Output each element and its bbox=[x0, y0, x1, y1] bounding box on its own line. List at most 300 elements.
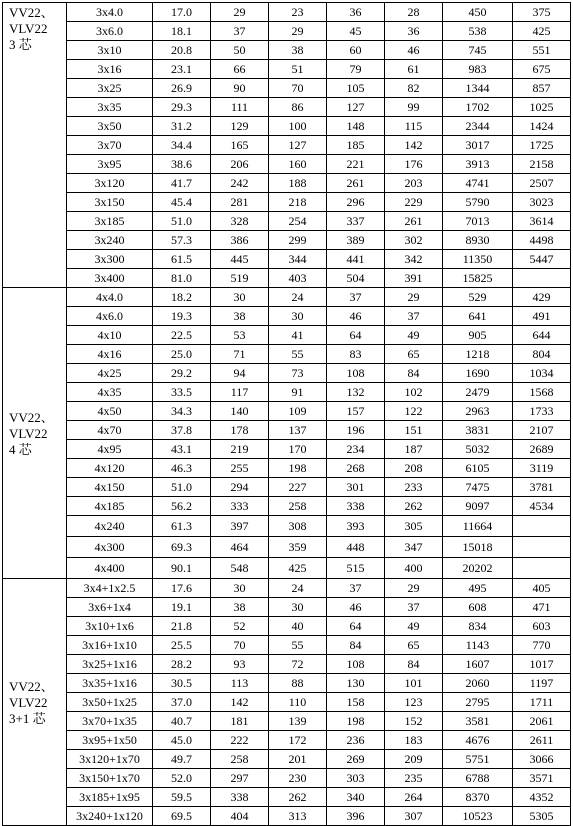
table-row bbox=[3, 459, 571, 478]
value-cell: 1725 bbox=[513, 136, 571, 155]
value-cell: 4498 bbox=[513, 231, 571, 250]
value-cell: 196 bbox=[327, 421, 385, 440]
group-label-line: VV22、 bbox=[9, 5, 54, 20]
value-cell: 69.5 bbox=[153, 807, 211, 826]
value-cell: 405 bbox=[513, 579, 571, 598]
group-label-line: VV22、 bbox=[9, 679, 54, 694]
value-cell: 641 bbox=[443, 307, 513, 326]
value-cell: 127 bbox=[327, 98, 385, 117]
value-cell: 61.5 bbox=[153, 250, 211, 269]
group-label-line: VLV22 bbox=[9, 21, 48, 36]
value-cell: 391 bbox=[385, 269, 443, 288]
value-cell: 37.8 bbox=[153, 421, 211, 440]
value-cell: 157 bbox=[327, 402, 385, 421]
table-row bbox=[3, 750, 571, 769]
value-cell: 49 bbox=[385, 326, 443, 345]
value-cell: 142 bbox=[385, 136, 443, 155]
value-cell: 52 bbox=[211, 617, 269, 636]
value-cell: 675 bbox=[513, 60, 571, 79]
value-cell: 2795 bbox=[443, 693, 513, 712]
value-cell: 397 bbox=[211, 516, 269, 537]
value-cell: 172 bbox=[269, 731, 327, 750]
value-cell: 745 bbox=[443, 41, 513, 60]
spec-cell: 3x400 bbox=[67, 269, 153, 288]
value-cell: 176 bbox=[385, 155, 443, 174]
value-cell: 84 bbox=[385, 655, 443, 674]
value-cell: 297 bbox=[211, 769, 269, 788]
value-cell: 302 bbox=[385, 231, 443, 250]
value-cell: 49 bbox=[385, 617, 443, 636]
value-cell: 170 bbox=[269, 440, 327, 459]
spec-cell: 3x185+1x95 bbox=[67, 788, 153, 807]
spec-cell: 3x16 bbox=[67, 60, 153, 79]
value-cell: 38 bbox=[211, 307, 269, 326]
value-cell: 9097 bbox=[443, 497, 513, 516]
value-cell: 429 bbox=[513, 288, 571, 307]
value-cell: 26.9 bbox=[153, 79, 211, 98]
table-row bbox=[3, 579, 571, 598]
table-row bbox=[3, 155, 571, 174]
value-cell: 17.6 bbox=[153, 579, 211, 598]
value-cell: 5032 bbox=[443, 440, 513, 459]
value-cell: 122 bbox=[385, 402, 443, 421]
value-cell: 22.5 bbox=[153, 326, 211, 345]
value-cell: 4534 bbox=[513, 497, 571, 516]
table-row bbox=[3, 383, 571, 402]
value-cell: 34.4 bbox=[153, 136, 211, 155]
value-cell: 393 bbox=[327, 516, 385, 537]
value-cell: 8930 bbox=[443, 231, 513, 250]
value-cell: 1711 bbox=[513, 693, 571, 712]
value-cell: 73 bbox=[269, 364, 327, 383]
value-cell: 86 bbox=[269, 98, 327, 117]
value-cell: 404 bbox=[211, 807, 269, 826]
value-cell: 299 bbox=[269, 231, 327, 250]
spec-cell: 3x185 bbox=[67, 212, 153, 231]
spec-cell: 4x300 bbox=[67, 537, 153, 558]
value-cell: 90.1 bbox=[153, 558, 211, 579]
table-row bbox=[3, 3, 571, 22]
value-cell: 20202 bbox=[443, 558, 513, 579]
table-row bbox=[3, 402, 571, 421]
value-cell: 342 bbox=[385, 250, 443, 269]
group-label bbox=[3, 3, 67, 288]
value-cell: 55 bbox=[269, 636, 327, 655]
value-cell: 221 bbox=[327, 155, 385, 174]
value-cell: 188 bbox=[269, 174, 327, 193]
value-cell: 41 bbox=[269, 326, 327, 345]
value-cell: 905 bbox=[443, 326, 513, 345]
value-cell: 262 bbox=[269, 788, 327, 807]
value-cell: 445 bbox=[211, 250, 269, 269]
value-cell: 30 bbox=[269, 598, 327, 617]
spec-cell: 3x70+1x35 bbox=[67, 712, 153, 731]
value-cell: 108 bbox=[327, 655, 385, 674]
value-cell: 386 bbox=[211, 231, 269, 250]
table-row bbox=[3, 212, 571, 231]
spec-cell: 3x4+1x2.5 bbox=[67, 579, 153, 598]
spec-cell: 3x300 bbox=[67, 250, 153, 269]
value-cell: 218 bbox=[269, 193, 327, 212]
value-cell: 69.3 bbox=[153, 537, 211, 558]
value-cell: 43.1 bbox=[153, 440, 211, 459]
value-cell: 2061 bbox=[513, 712, 571, 731]
value-cell: 40 bbox=[269, 617, 327, 636]
value-cell: 99 bbox=[385, 98, 443, 117]
value-cell: 38 bbox=[269, 41, 327, 60]
value-cell: 17.0 bbox=[153, 3, 211, 22]
spec-cell: 3x50 bbox=[67, 117, 153, 136]
spec-cell: 3x70 bbox=[67, 136, 153, 155]
value-cell: 7475 bbox=[443, 478, 513, 497]
value-cell: 36 bbox=[327, 3, 385, 22]
value-cell: 158 bbox=[327, 693, 385, 712]
value-cell: 117 bbox=[211, 383, 269, 402]
value-cell: 504 bbox=[327, 269, 385, 288]
spec-cell: 3x10 bbox=[67, 41, 153, 60]
group-label bbox=[3, 288, 67, 579]
value-cell: 2611 bbox=[513, 731, 571, 750]
spec-cell: 3x240 bbox=[67, 231, 153, 250]
value-cell: 65 bbox=[385, 345, 443, 364]
value-cell: 448 bbox=[327, 537, 385, 558]
value-cell: 338 bbox=[327, 497, 385, 516]
value-cell: 38.6 bbox=[153, 155, 211, 174]
spec-cell: 3x240+1x120 bbox=[67, 807, 153, 826]
value-cell: 123 bbox=[385, 693, 443, 712]
value-cell: 1690 bbox=[443, 364, 513, 383]
value-cell: 29 bbox=[385, 288, 443, 307]
value-cell bbox=[513, 269, 571, 288]
value-cell: 165 bbox=[211, 136, 269, 155]
value-cell: 3614 bbox=[513, 212, 571, 231]
value-cell: 296 bbox=[327, 193, 385, 212]
spec-cell: 3x6.0 bbox=[67, 22, 153, 41]
value-cell: 36 bbox=[385, 22, 443, 41]
value-cell: 294 bbox=[211, 478, 269, 497]
value-cell: 34.3 bbox=[153, 402, 211, 421]
value-cell: 264 bbox=[385, 788, 443, 807]
value-cell: 258 bbox=[269, 497, 327, 516]
value-cell: 491 bbox=[513, 307, 571, 326]
value-cell: 203 bbox=[385, 174, 443, 193]
value-cell: 46 bbox=[327, 598, 385, 617]
spec-cell: 3x120 bbox=[67, 174, 153, 193]
value-cell: 425 bbox=[269, 558, 327, 579]
value-cell: 441 bbox=[327, 250, 385, 269]
value-cell: 269 bbox=[327, 750, 385, 769]
spec-cell: 4x95 bbox=[67, 440, 153, 459]
group-label-line: 4 芯 bbox=[9, 442, 32, 457]
value-cell: 100 bbox=[269, 117, 327, 136]
value-cell: 6788 bbox=[443, 769, 513, 788]
value-cell: 2479 bbox=[443, 383, 513, 402]
value-cell: 82 bbox=[385, 79, 443, 98]
value-cell: 25.5 bbox=[153, 636, 211, 655]
table-row bbox=[3, 537, 571, 558]
value-cell: 148 bbox=[327, 117, 385, 136]
value-cell: 222 bbox=[211, 731, 269, 750]
value-cell: 137 bbox=[269, 421, 327, 440]
value-cell: 261 bbox=[385, 212, 443, 231]
value-cell: 109 bbox=[269, 402, 327, 421]
value-cell: 338 bbox=[211, 788, 269, 807]
table-row bbox=[3, 440, 571, 459]
value-cell: 3831 bbox=[443, 421, 513, 440]
value-cell: 1017 bbox=[513, 655, 571, 674]
spec-cell: 4x185 bbox=[67, 497, 153, 516]
value-cell: 2507 bbox=[513, 174, 571, 193]
value-cell: 1607 bbox=[443, 655, 513, 674]
value-cell: 313 bbox=[269, 807, 327, 826]
value-cell: 5447 bbox=[513, 250, 571, 269]
spec-cell: 4x4.0 bbox=[67, 288, 153, 307]
value-cell: 33.5 bbox=[153, 383, 211, 402]
value-cell: 30 bbox=[211, 579, 269, 598]
value-cell: 10523 bbox=[443, 807, 513, 826]
value-cell: 307 bbox=[385, 807, 443, 826]
table-row bbox=[3, 98, 571, 117]
value-cell: 19.1 bbox=[153, 598, 211, 617]
value-cell: 37 bbox=[385, 598, 443, 617]
value-cell: 219 bbox=[211, 440, 269, 459]
table-row bbox=[3, 269, 571, 288]
value-cell: 2344 bbox=[443, 117, 513, 136]
spec-cell: 4x35 bbox=[67, 383, 153, 402]
group-label-line: 3+1 芯 bbox=[9, 711, 46, 726]
value-cell: 201 bbox=[269, 750, 327, 769]
value-cell: 102 bbox=[385, 383, 443, 402]
spec-cell: 4x240 bbox=[67, 516, 153, 537]
value-cell: 400 bbox=[385, 558, 443, 579]
table-row bbox=[3, 345, 571, 364]
value-cell: 160 bbox=[269, 155, 327, 174]
value-cell: 105 bbox=[327, 79, 385, 98]
value-cell: 337 bbox=[327, 212, 385, 231]
value-cell: 129 bbox=[211, 117, 269, 136]
value-cell: 857 bbox=[513, 79, 571, 98]
value-cell: 81.0 bbox=[153, 269, 211, 288]
spec-cell: 3x4.0 bbox=[67, 3, 153, 22]
table-row bbox=[3, 421, 571, 440]
value-cell: 45.4 bbox=[153, 193, 211, 212]
value-cell: 45 bbox=[327, 22, 385, 41]
value-cell: 28.2 bbox=[153, 655, 211, 674]
value-cell: 71 bbox=[211, 345, 269, 364]
value-cell: 83 bbox=[327, 345, 385, 364]
value-cell: 515 bbox=[327, 558, 385, 579]
table-row bbox=[3, 136, 571, 155]
spec-cell: 3x25+1x16 bbox=[67, 655, 153, 674]
spec-cell: 4x25 bbox=[67, 364, 153, 383]
value-cell: 396 bbox=[327, 807, 385, 826]
value-cell: 152 bbox=[385, 712, 443, 731]
value-cell: 1143 bbox=[443, 636, 513, 655]
spec-cell: 3x16+1x10 bbox=[67, 636, 153, 655]
value-cell: 770 bbox=[513, 636, 571, 655]
value-cell: 551 bbox=[513, 41, 571, 60]
value-cell: 29 bbox=[385, 579, 443, 598]
value-cell: 303 bbox=[327, 769, 385, 788]
value-cell: 235 bbox=[385, 769, 443, 788]
value-cell: 185 bbox=[327, 136, 385, 155]
value-cell: 3913 bbox=[443, 155, 513, 174]
value-cell: 91 bbox=[269, 383, 327, 402]
value-cell: 608 bbox=[443, 598, 513, 617]
value-cell: 229 bbox=[385, 193, 443, 212]
spec-cell: 4x120 bbox=[67, 459, 153, 478]
value-cell: 230 bbox=[269, 769, 327, 788]
value-cell: 60 bbox=[327, 41, 385, 60]
value-cell: 46 bbox=[327, 307, 385, 326]
value-cell: 1702 bbox=[443, 98, 513, 117]
value-cell: 94 bbox=[211, 364, 269, 383]
value-cell: 108 bbox=[327, 364, 385, 383]
value-cell: 37 bbox=[211, 22, 269, 41]
value-cell: 29.2 bbox=[153, 364, 211, 383]
value-cell: 130 bbox=[327, 674, 385, 693]
value-cell: 115 bbox=[385, 117, 443, 136]
value-cell: 305 bbox=[385, 516, 443, 537]
table-row bbox=[3, 617, 571, 636]
spec-cell: 3x95+1x50 bbox=[67, 731, 153, 750]
value-cell: 328 bbox=[211, 212, 269, 231]
value-cell: 548 bbox=[211, 558, 269, 579]
value-cell: 57.3 bbox=[153, 231, 211, 250]
value-cell: 55 bbox=[269, 345, 327, 364]
group-label-line: 3 芯 bbox=[9, 37, 32, 52]
value-cell: 46.3 bbox=[153, 459, 211, 478]
table-row bbox=[3, 364, 571, 383]
value-cell: 181 bbox=[211, 712, 269, 731]
value-cell: 258 bbox=[211, 750, 269, 769]
value-cell: 64 bbox=[327, 617, 385, 636]
value-cell: 2963 bbox=[443, 402, 513, 421]
value-cell: 70 bbox=[269, 79, 327, 98]
value-cell: 983 bbox=[443, 60, 513, 79]
value-cell: 52.0 bbox=[153, 769, 211, 788]
value-cell: 281 bbox=[211, 193, 269, 212]
table-row bbox=[3, 193, 571, 212]
value-cell: 603 bbox=[513, 617, 571, 636]
value-cell: 49.7 bbox=[153, 750, 211, 769]
value-cell: 359 bbox=[269, 537, 327, 558]
value-cell: 403 bbox=[269, 269, 327, 288]
table-row bbox=[3, 674, 571, 693]
value-cell: 3023 bbox=[513, 193, 571, 212]
value-cell: 142 bbox=[211, 693, 269, 712]
value-cell: 450 bbox=[443, 3, 513, 22]
value-cell: 242 bbox=[211, 174, 269, 193]
spec-cell: 4x400 bbox=[67, 558, 153, 579]
value-cell: 233 bbox=[385, 478, 443, 497]
value-cell: 471 bbox=[513, 598, 571, 617]
value-cell: 151 bbox=[385, 421, 443, 440]
value-cell: 183 bbox=[385, 731, 443, 750]
value-cell: 227 bbox=[269, 478, 327, 497]
value-cell: 25.0 bbox=[153, 345, 211, 364]
value-cell: 268 bbox=[327, 459, 385, 478]
value-cell: 79 bbox=[327, 60, 385, 79]
value-cell: 254 bbox=[269, 212, 327, 231]
table-row bbox=[3, 117, 571, 136]
value-cell: 1034 bbox=[513, 364, 571, 383]
value-cell: 11664 bbox=[443, 516, 513, 537]
value-cell: 30.5 bbox=[153, 674, 211, 693]
value-cell: 1733 bbox=[513, 402, 571, 421]
value-cell: 37 bbox=[327, 288, 385, 307]
value-cell: 72 bbox=[269, 655, 327, 674]
table-row bbox=[3, 231, 571, 250]
spec-cell: 3x150 bbox=[67, 193, 153, 212]
table-row bbox=[3, 41, 571, 60]
spec-cell: 4x70 bbox=[67, 421, 153, 440]
value-cell: 1025 bbox=[513, 98, 571, 117]
value-cell: 804 bbox=[513, 345, 571, 364]
value-cell: 5790 bbox=[443, 193, 513, 212]
table-row bbox=[3, 807, 571, 826]
value-cell: 7013 bbox=[443, 212, 513, 231]
value-cell: 3781 bbox=[513, 478, 571, 497]
value-cell: 6105 bbox=[443, 459, 513, 478]
value-cell: 529 bbox=[443, 288, 513, 307]
spec-cell: 3x120+1x70 bbox=[67, 750, 153, 769]
table-body bbox=[3, 3, 571, 826]
spec-cell: 3x150+1x70 bbox=[67, 769, 153, 788]
value-cell: 101 bbox=[385, 674, 443, 693]
value-cell: 347 bbox=[385, 537, 443, 558]
value-cell: 4352 bbox=[513, 788, 571, 807]
spec-cell: 3x10+1x6 bbox=[67, 617, 153, 636]
table-row bbox=[3, 326, 571, 345]
table-row bbox=[3, 731, 571, 750]
value-cell: 1568 bbox=[513, 383, 571, 402]
value-cell: 2060 bbox=[443, 674, 513, 693]
table-row bbox=[3, 307, 571, 326]
value-cell: 37.0 bbox=[153, 693, 211, 712]
value-cell: 24 bbox=[269, 288, 327, 307]
value-cell: 65 bbox=[385, 636, 443, 655]
value-cell: 1424 bbox=[513, 117, 571, 136]
value-cell: 28 bbox=[385, 3, 443, 22]
value-cell: 53 bbox=[211, 326, 269, 345]
table-row bbox=[3, 288, 571, 307]
value-cell: 29 bbox=[269, 22, 327, 41]
value-cell: 644 bbox=[513, 326, 571, 345]
value-cell: 519 bbox=[211, 269, 269, 288]
value-cell: 41.7 bbox=[153, 174, 211, 193]
value-cell: 30 bbox=[269, 307, 327, 326]
value-cell: 198 bbox=[269, 459, 327, 478]
spec-cell: 3x35 bbox=[67, 98, 153, 117]
spec-cell: 3x35+1x16 bbox=[67, 674, 153, 693]
group-label-line: VLV22 bbox=[9, 695, 48, 710]
value-cell: 23 bbox=[269, 3, 327, 22]
spec-cell: 3x6+1x4 bbox=[67, 598, 153, 617]
value-cell: 375 bbox=[513, 3, 571, 22]
value-cell: 178 bbox=[211, 421, 269, 440]
value-cell: 50 bbox=[211, 41, 269, 60]
value-cell: 1218 bbox=[443, 345, 513, 364]
value-cell: 84 bbox=[327, 636, 385, 655]
value-cell: 88 bbox=[269, 674, 327, 693]
value-cell: 262 bbox=[385, 497, 443, 516]
group-label-line: VLV22 bbox=[9, 426, 48, 441]
value-cell: 234 bbox=[327, 440, 385, 459]
spec-cell: 3x95 bbox=[67, 155, 153, 174]
value-cell: 40.7 bbox=[153, 712, 211, 731]
value-cell: 113 bbox=[211, 674, 269, 693]
